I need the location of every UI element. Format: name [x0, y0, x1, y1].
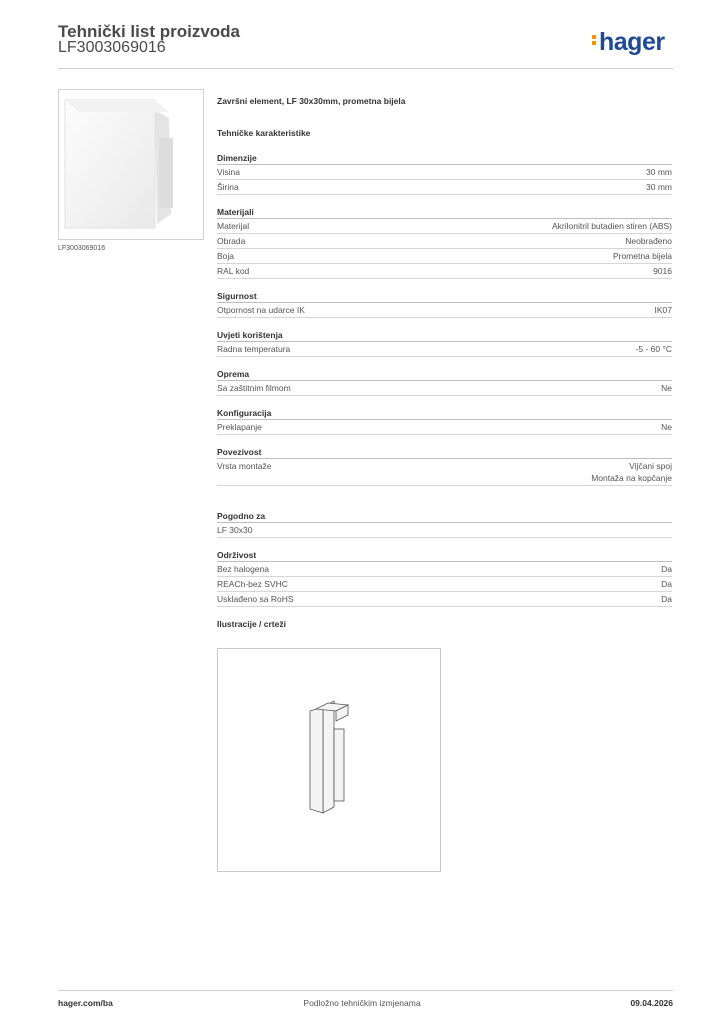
- spec-value: [653, 265, 672, 277]
- spec-value-line: Da: [661, 579, 672, 589]
- spec-group-title: Dimenzije: [217, 152, 672, 165]
- spec-label: REACh-bez SVHC: [217, 579, 288, 589]
- spec-group: [217, 510, 672, 538]
- spec-row: [217, 219, 672, 234]
- spec-value-line: IK07: [654, 305, 672, 315]
- spec-value: [646, 166, 672, 178]
- spec-row: [217, 381, 672, 396]
- spec-row: [217, 303, 672, 318]
- spec-value-line: Da: [661, 594, 672, 604]
- footer-date: 09.04.2026: [630, 998, 673, 1008]
- spec-value-line: Ne: [661, 422, 672, 432]
- footer-note: Podložno tehničkim izmjenama: [303, 998, 421, 1008]
- spec-value: [625, 235, 672, 247]
- document-product-code: LF3003069016: [58, 39, 166, 56]
- spec-row: [217, 592, 672, 607]
- end-cap-drawing-icon: [218, 649, 440, 871]
- spec-value-line: Da: [661, 564, 672, 574]
- spec-group-title: Uvjeti korištenja: [217, 329, 672, 342]
- spec-value: [636, 343, 672, 355]
- spec-value: [552, 220, 672, 232]
- spec-value: [655, 304, 673, 316]
- specifications: [217, 96, 672, 634]
- spec-row: [217, 523, 672, 538]
- spec-value-line: Neobrađeno: [625, 236, 672, 246]
- spec-value: [661, 563, 672, 575]
- document-title: Tehnički list proizvoda: [58, 22, 240, 41]
- spec-value: [646, 181, 672, 193]
- spec-value-line: 30 mm: [646, 182, 672, 192]
- spec-value-line: Ne: [661, 383, 672, 393]
- spec-row: [217, 420, 672, 435]
- illustrations-title: Ilustracije / crteži: [217, 619, 286, 629]
- spec-value-line: 9016: [653, 266, 672, 276]
- spec-value: [613, 250, 672, 262]
- footer-divider: [58, 990, 673, 991]
- spec-row: [217, 459, 672, 486]
- spec-group: [217, 368, 672, 396]
- spec-label: Bez halogena: [217, 564, 269, 574]
- spec-label: Otpornost na udarce IK: [217, 305, 305, 315]
- spec-value-line: Vijčani spoj: [629, 461, 672, 471]
- spec-row: [217, 342, 672, 357]
- spec-row: [217, 249, 672, 264]
- spec-row: [217, 562, 672, 577]
- spec-row: [217, 264, 672, 279]
- header-divider: [58, 68, 673, 69]
- spec-group-title: Povezivost: [217, 446, 672, 459]
- spec-group: [217, 407, 672, 435]
- spec-label: Boja: [217, 251, 235, 261]
- spec-label: LF 30x30: [217, 525, 253, 535]
- photo-caption: LF3003069016: [58, 245, 106, 252]
- spec-value: [591, 460, 672, 484]
- spec-value: [661, 382, 672, 394]
- spec-row: [217, 180, 672, 195]
- spec-value-line: Prometna bijela: [612, 251, 672, 261]
- spec-value: [661, 578, 672, 590]
- spec-value-line: Akrilonitril butadien stiren (ABS): [552, 221, 672, 231]
- product-photo: [58, 89, 204, 240]
- spec-label: Visina: [217, 167, 240, 177]
- end-cap-photo-icon: [59, 90, 203, 239]
- spec-label: RAL kod: [217, 266, 250, 276]
- spec-value: [661, 593, 672, 605]
- spec-group-title: Konfiguracija: [217, 407, 672, 420]
- spec-group-title: Održivost: [217, 549, 672, 562]
- spec-row: [217, 234, 672, 249]
- spec-group: [217, 290, 672, 318]
- footer-website: hager.com/ba: [58, 998, 113, 1008]
- spec-group-title: Materijali: [217, 206, 672, 219]
- spec-label: Sa zaštitnim filmom: [217, 383, 291, 393]
- spec-label: Širina: [217, 182, 239, 192]
- spec-group-title: Pogodno za: [217, 510, 672, 523]
- spec-group: [217, 329, 672, 357]
- spec-label: Vrsta montaže: [217, 461, 272, 471]
- spec-label: Usklađeno sa RoHS: [217, 594, 294, 604]
- logo-dots-icon: [592, 33, 597, 47]
- technical-drawing: [217, 648, 441, 872]
- logo-text: hager: [599, 28, 665, 56]
- spec-groups: [217, 152, 672, 607]
- spec-value-line: -5 - 60 °C: [635, 344, 672, 354]
- spec-value-line: Montaža na kopčanje: [591, 473, 672, 483]
- spec-label: Radna temperatura: [217, 344, 291, 354]
- spec-label: Obrada: [217, 236, 246, 246]
- spec-group-title: Oprema: [217, 368, 672, 381]
- product-name: Završni element, LF 30x30mm, prometna bijela: [217, 96, 406, 106]
- spec-value: [661, 421, 672, 433]
- spec-label: Preklapanje: [217, 422, 262, 432]
- spec-row: [217, 165, 672, 180]
- hager-logo: [592, 28, 665, 57]
- spec-group: [217, 549, 672, 607]
- spec-row: [217, 577, 672, 592]
- spec-value-line: 30 mm: [646, 167, 672, 177]
- spec-group: [217, 446, 672, 486]
- spec-group: [217, 152, 672, 195]
- tech-characteristics-title: Tehničke karakteristike: [217, 128, 311, 138]
- spec-group-title: Sigurnost: [217, 290, 672, 303]
- spec-label: Materijal: [217, 221, 250, 231]
- spec-group: [217, 206, 672, 279]
